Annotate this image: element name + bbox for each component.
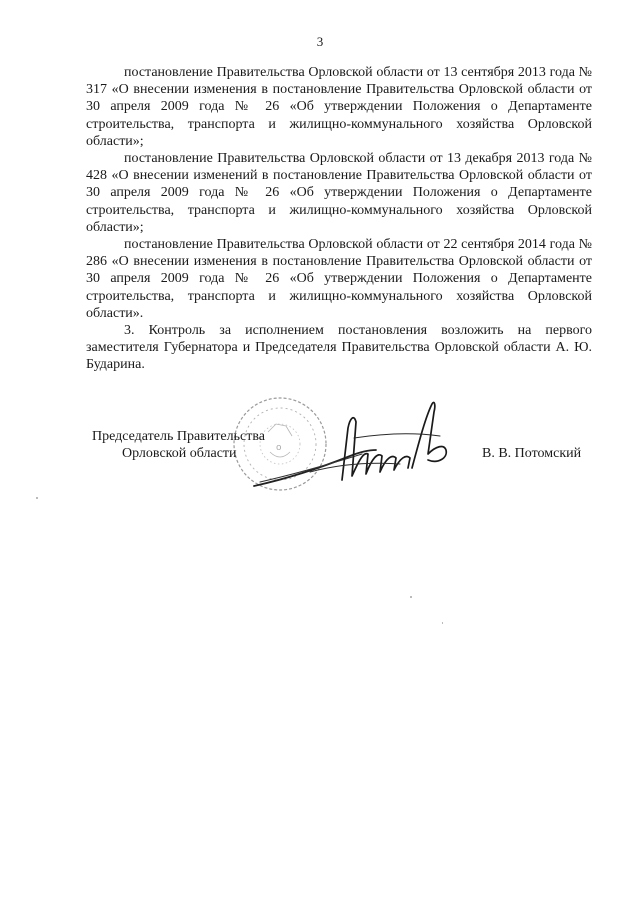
svg-text:о: о xyxy=(276,443,282,453)
scan-speck xyxy=(442,622,443,624)
signatory-title-line1: Председатель Правительства xyxy=(92,429,265,444)
signatory-title xyxy=(92,428,265,462)
paragraph-control-clause: 3. Контроль за исполнением постановления возложить на первого заместителя Губернатора и Председателя Правительства Орловской области А. Ю. Бударина. xyxy=(86,323,592,373)
signatory-name: В. В. Потомский xyxy=(482,446,582,461)
document-body xyxy=(86,64,592,374)
scan-speck xyxy=(36,497,38,499)
signatory-title-line2: Орловской области xyxy=(122,446,237,462)
paragraph-resolution-286: постановление Правительства Орловской области от 22 сентября 2014 года № 286 «О внесении изменения в постановление Правительства Орловской области от 30 апреля 2009 года № 26 «Об утверждении Положения о Департаменте строительства, транспорта и жилищно-коммунального хозяйства Орловской области». xyxy=(86,237,592,321)
paragraph-resolution-317: постановление Правительства Орловской области от 13 сентября 2013 года № 317 «О внесении изменения в постановление Правительства Орловской области от 30 апреля 2009 года № 26 «Об утверждении Положения о Департаменте строительства, транспорта и жилищно-коммунального хозяйства Орловской области»; xyxy=(86,65,592,149)
scan-speck xyxy=(410,596,412,598)
page-number: 3 xyxy=(316,34,324,49)
paragraph-resolution-428: постановление Правительства Орловской области от 13 декабря 2013 года № 428 «О внесении изменений в постановление Правительства Орловской области от 30 апреля 2009 года № 26 «Об утверждении Положения о Департаменте строительства, транспорта и жилищно-коммунального хозяйства Орловской области»; xyxy=(86,151,592,235)
handwritten-signature xyxy=(250,398,460,493)
